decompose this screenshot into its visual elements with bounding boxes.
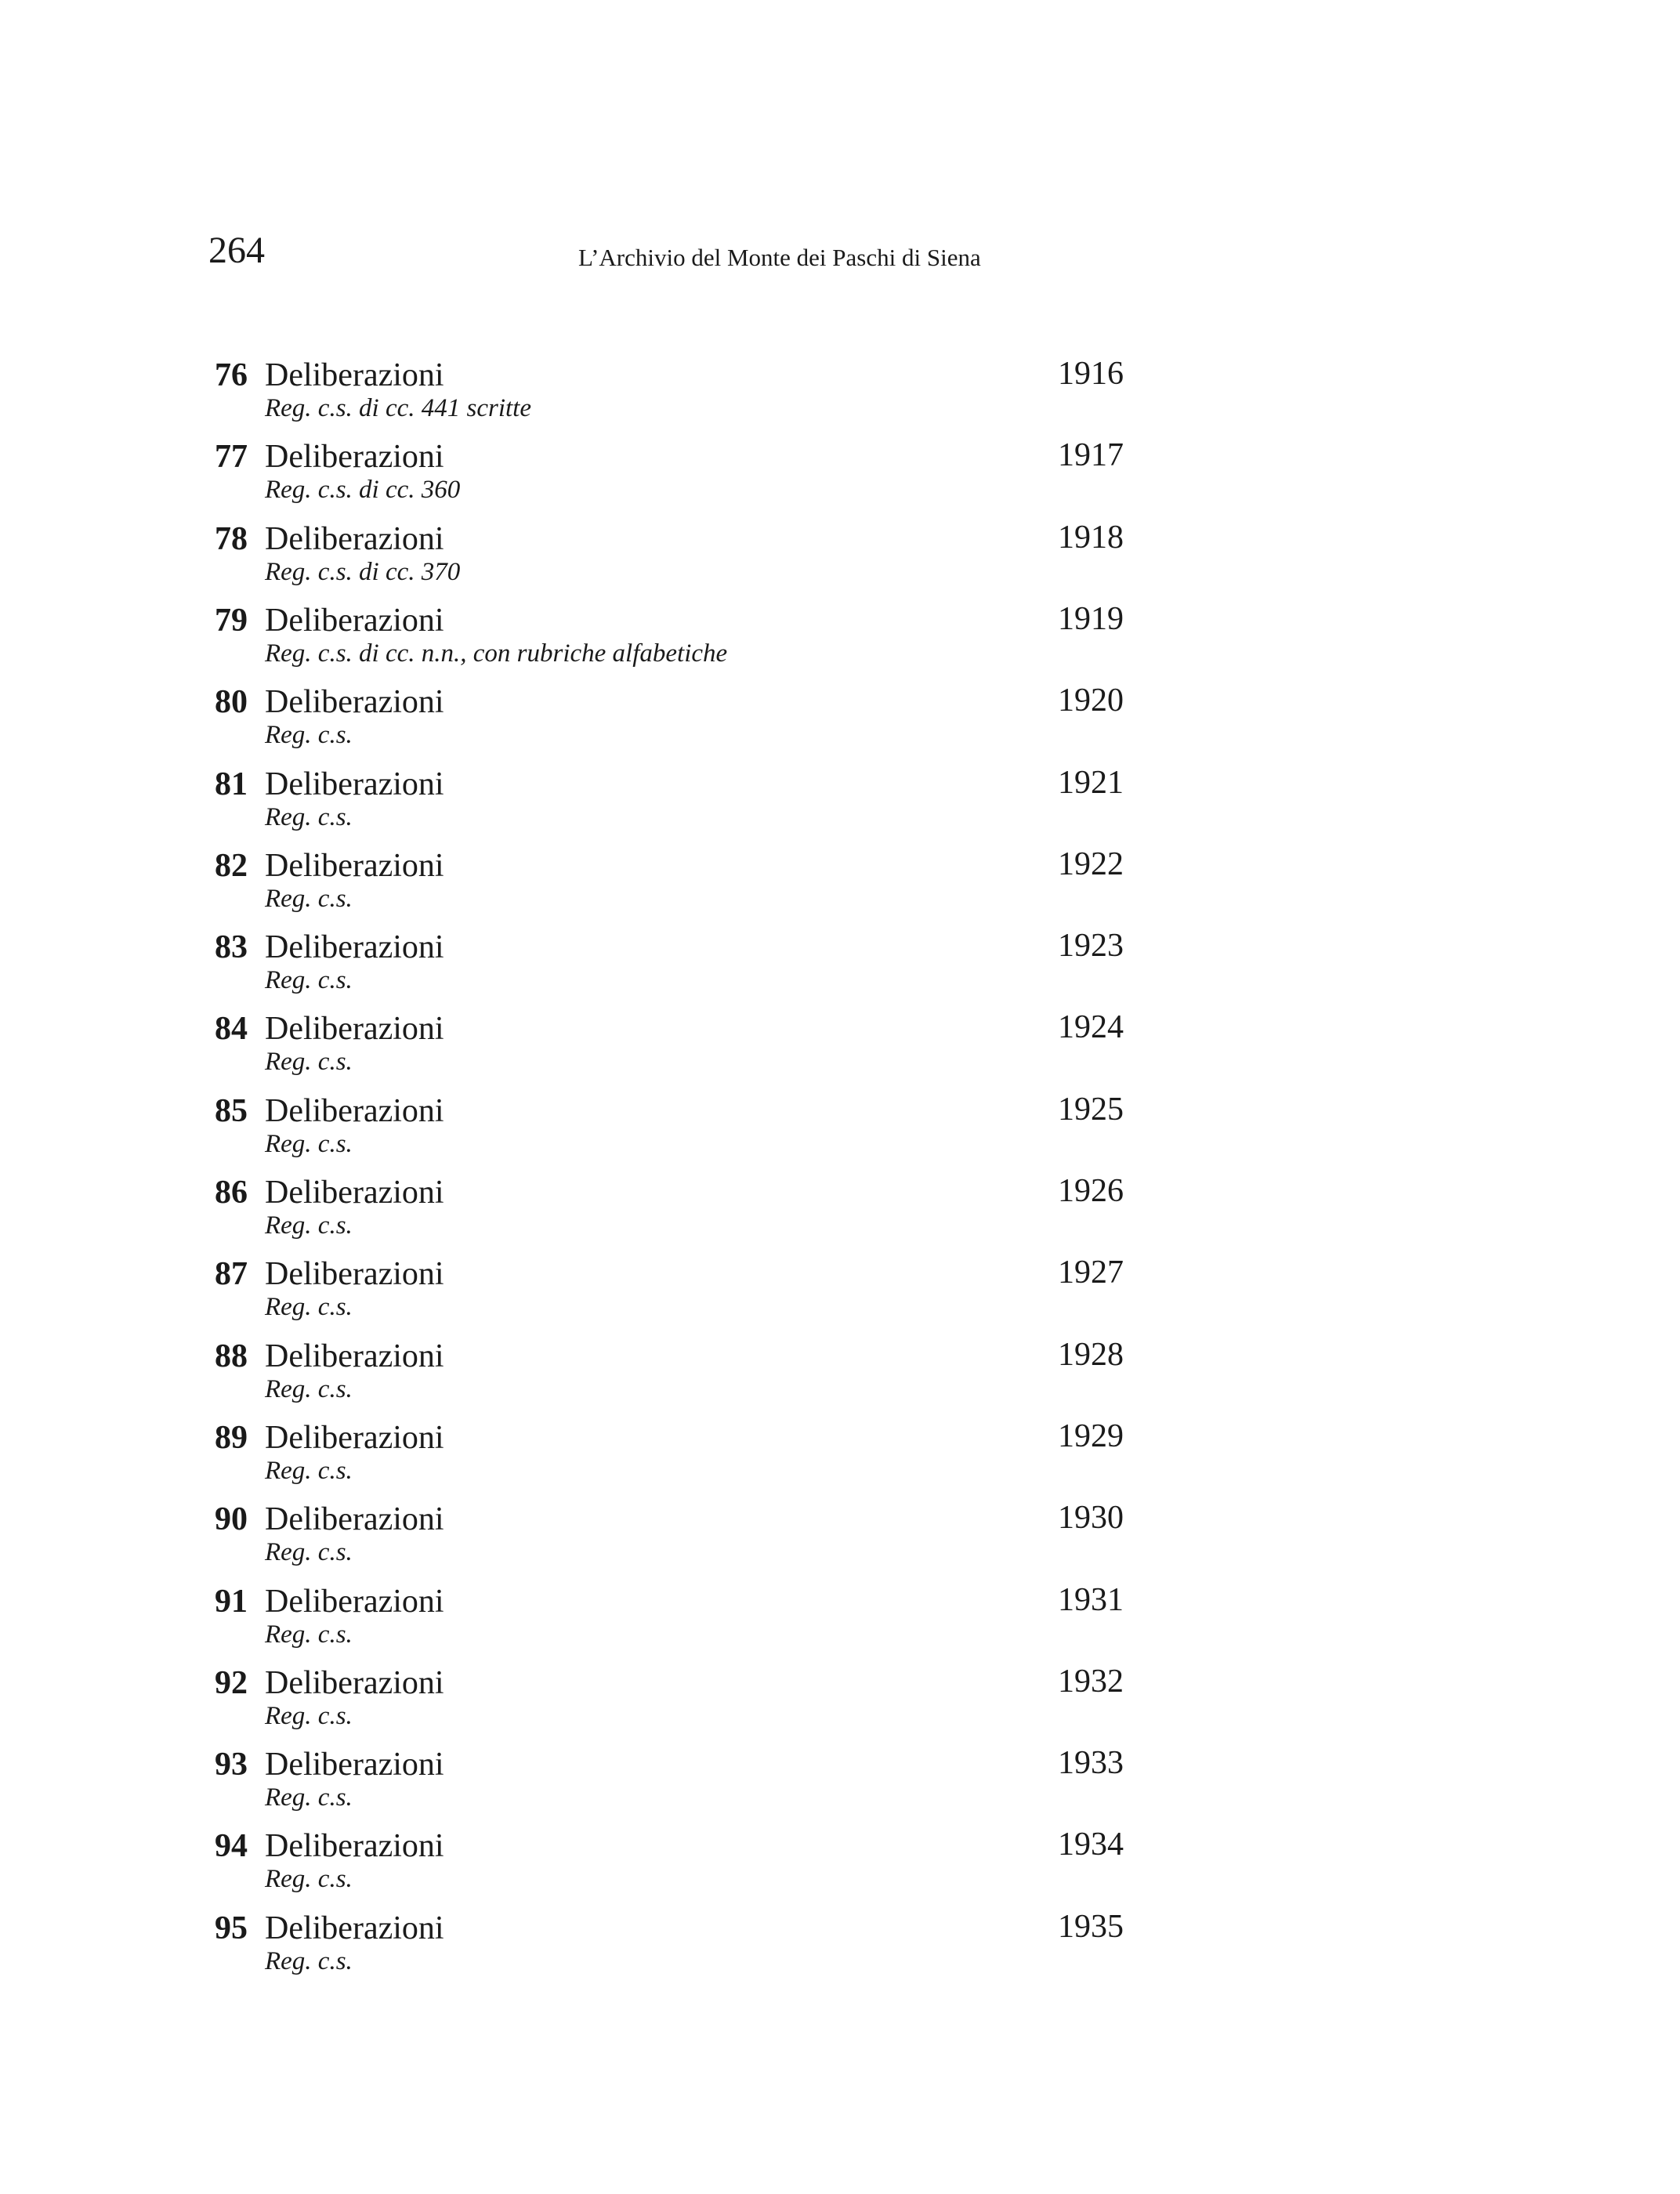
entry-description: Reg. c.s. — [265, 885, 353, 913]
entry-79 — [0, 601, 1680, 682]
entry-88 — [0, 1337, 1680, 1418]
entry-year: 1916 — [1058, 356, 1124, 392]
entry-81 — [0, 765, 1680, 846]
entry-84 — [0, 1009, 1680, 1091]
entry-number: 92 — [215, 1665, 248, 1701]
entry-title: Deliberazioni — [265, 1501, 444, 1537]
entry-78 — [0, 520, 1680, 601]
entry-title: Deliberazioni — [265, 521, 444, 557]
entry-description: Reg. c.s. — [265, 1457, 353, 1485]
entry-number: 90 — [215, 1501, 248, 1537]
entry-77 — [0, 437, 1680, 519]
entry-description: Reg. c.s. — [265, 1865, 353, 1893]
entry-number: 95 — [215, 1910, 248, 1946]
entry-year: 1922 — [1058, 846, 1124, 882]
entry-description: Reg. c.s. — [265, 1538, 353, 1566]
entry-number: 82 — [215, 848, 248, 884]
entry-90 — [0, 1500, 1680, 1581]
entry-description: Reg. c.s. — [265, 1947, 353, 1975]
entry-description: Reg. c.s. — [265, 1620, 353, 1649]
entry-description: Reg. c.s. di cc. 360 — [265, 476, 461, 504]
entry-91 — [0, 1582, 1680, 1664]
entry-number: 84 — [215, 1011, 248, 1047]
entry-title: Deliberazioni — [265, 1011, 444, 1047]
entry-year: 1921 — [1058, 765, 1124, 801]
entry-title: Deliberazioni — [265, 1747, 444, 1783]
entry-year: 1919 — [1058, 601, 1124, 637]
entry-85 — [0, 1092, 1680, 1173]
entry-description: Reg. c.s. — [265, 803, 353, 831]
entry-description: Reg. c.s. — [265, 1783, 353, 1812]
entry-description: Reg. c.s. — [265, 966, 353, 994]
entry-title: Deliberazioni — [265, 766, 444, 802]
entry-year: 1926 — [1058, 1173, 1124, 1209]
entry-95 — [0, 1909, 1680, 1990]
entry-description: Reg. c.s. — [265, 1130, 353, 1158]
entry-year: 1928 — [1058, 1337, 1124, 1373]
entry-number: 79 — [215, 603, 248, 639]
entry-description: Reg. c.s. di cc. 441 scritte — [265, 394, 531, 422]
entry-year: 1933 — [1058, 1745, 1124, 1781]
entry-number: 80 — [215, 684, 248, 720]
entry-description: Reg. c.s. — [265, 1211, 353, 1240]
entry-87 — [0, 1254, 1680, 1336]
entry-title: Deliberazioni — [265, 1420, 444, 1456]
entry-title: Deliberazioni — [265, 1910, 444, 1946]
entry-title: Deliberazioni — [265, 1093, 444, 1129]
entry-76 — [0, 356, 1680, 437]
entry-description: Reg. c.s. — [265, 1293, 353, 1321]
entry-number: 88 — [215, 1338, 248, 1374]
entry-year: 1934 — [1058, 1827, 1124, 1863]
entry-94 — [0, 1827, 1680, 1908]
entry-89 — [0, 1418, 1680, 1500]
entry-title: Deliberazioni — [265, 848, 444, 884]
entry-title: Deliberazioni — [265, 603, 444, 639]
entry-year: 1927 — [1058, 1254, 1124, 1291]
entry-description: Reg. c.s. — [265, 1048, 353, 1076]
entry-number: 87 — [215, 1256, 248, 1292]
entry-number: 85 — [215, 1093, 248, 1129]
entry-year: 1918 — [1058, 520, 1124, 556]
entry-description: Reg. c.s. — [265, 1375, 353, 1403]
entry-year: 1931 — [1058, 1582, 1124, 1618]
entry-description: Reg. c.s. di cc. n.n., con rubriche alfabetiche — [265, 639, 728, 668]
entry-93 — [0, 1745, 1680, 1827]
entry-year: 1932 — [1058, 1664, 1124, 1700]
entry-title: Deliberazioni — [265, 439, 444, 475]
entry-title: Deliberazioni — [265, 357, 444, 393]
entry-title: Deliberazioni — [265, 1256, 444, 1292]
entry-83 — [0, 928, 1680, 1009]
entry-year: 1923 — [1058, 928, 1124, 964]
entry-year: 1924 — [1058, 1009, 1124, 1045]
entry-number: 83 — [215, 929, 248, 965]
entry-number: 93 — [215, 1747, 248, 1783]
entry-title: Deliberazioni — [265, 929, 444, 965]
entry-description: Reg. c.s. — [265, 1702, 353, 1730]
entry-number: 77 — [215, 439, 248, 475]
entry-description: Reg. c.s. di cc. 370 — [265, 558, 461, 586]
entry-82 — [0, 846, 1680, 928]
entry-number: 76 — [215, 357, 248, 393]
entry-year: 1925 — [1058, 1092, 1124, 1128]
entry-number: 89 — [215, 1420, 248, 1456]
entry-number: 86 — [215, 1175, 248, 1211]
entry-86 — [0, 1173, 1680, 1254]
entry-year: 1930 — [1058, 1500, 1124, 1536]
entry-year: 1929 — [1058, 1418, 1124, 1454]
entry-number: 81 — [215, 766, 248, 802]
entry-title: Deliberazioni — [265, 1665, 444, 1701]
entry-year: 1935 — [1058, 1909, 1124, 1945]
entry-92 — [0, 1664, 1680, 1745]
entry-year: 1917 — [1058, 437, 1124, 473]
entry-title: Deliberazioni — [265, 1338, 444, 1374]
entry-number: 78 — [215, 521, 248, 557]
entry-title: Deliberazioni — [265, 1175, 444, 1211]
entry-number: 91 — [215, 1584, 248, 1620]
running-header: L’Archivio del Monte dei Paschi di Siena — [578, 244, 981, 271]
entry-title: Deliberazioni — [265, 1828, 444, 1864]
page-number: 264 — [208, 230, 265, 271]
entry-title: Deliberazioni — [265, 1584, 444, 1620]
entry-title: Deliberazioni — [265, 684, 444, 720]
entry-description: Reg. c.s. — [265, 721, 353, 749]
entry-number: 94 — [215, 1828, 248, 1864]
entry-year: 1920 — [1058, 682, 1124, 719]
entry-80 — [0, 682, 1680, 764]
